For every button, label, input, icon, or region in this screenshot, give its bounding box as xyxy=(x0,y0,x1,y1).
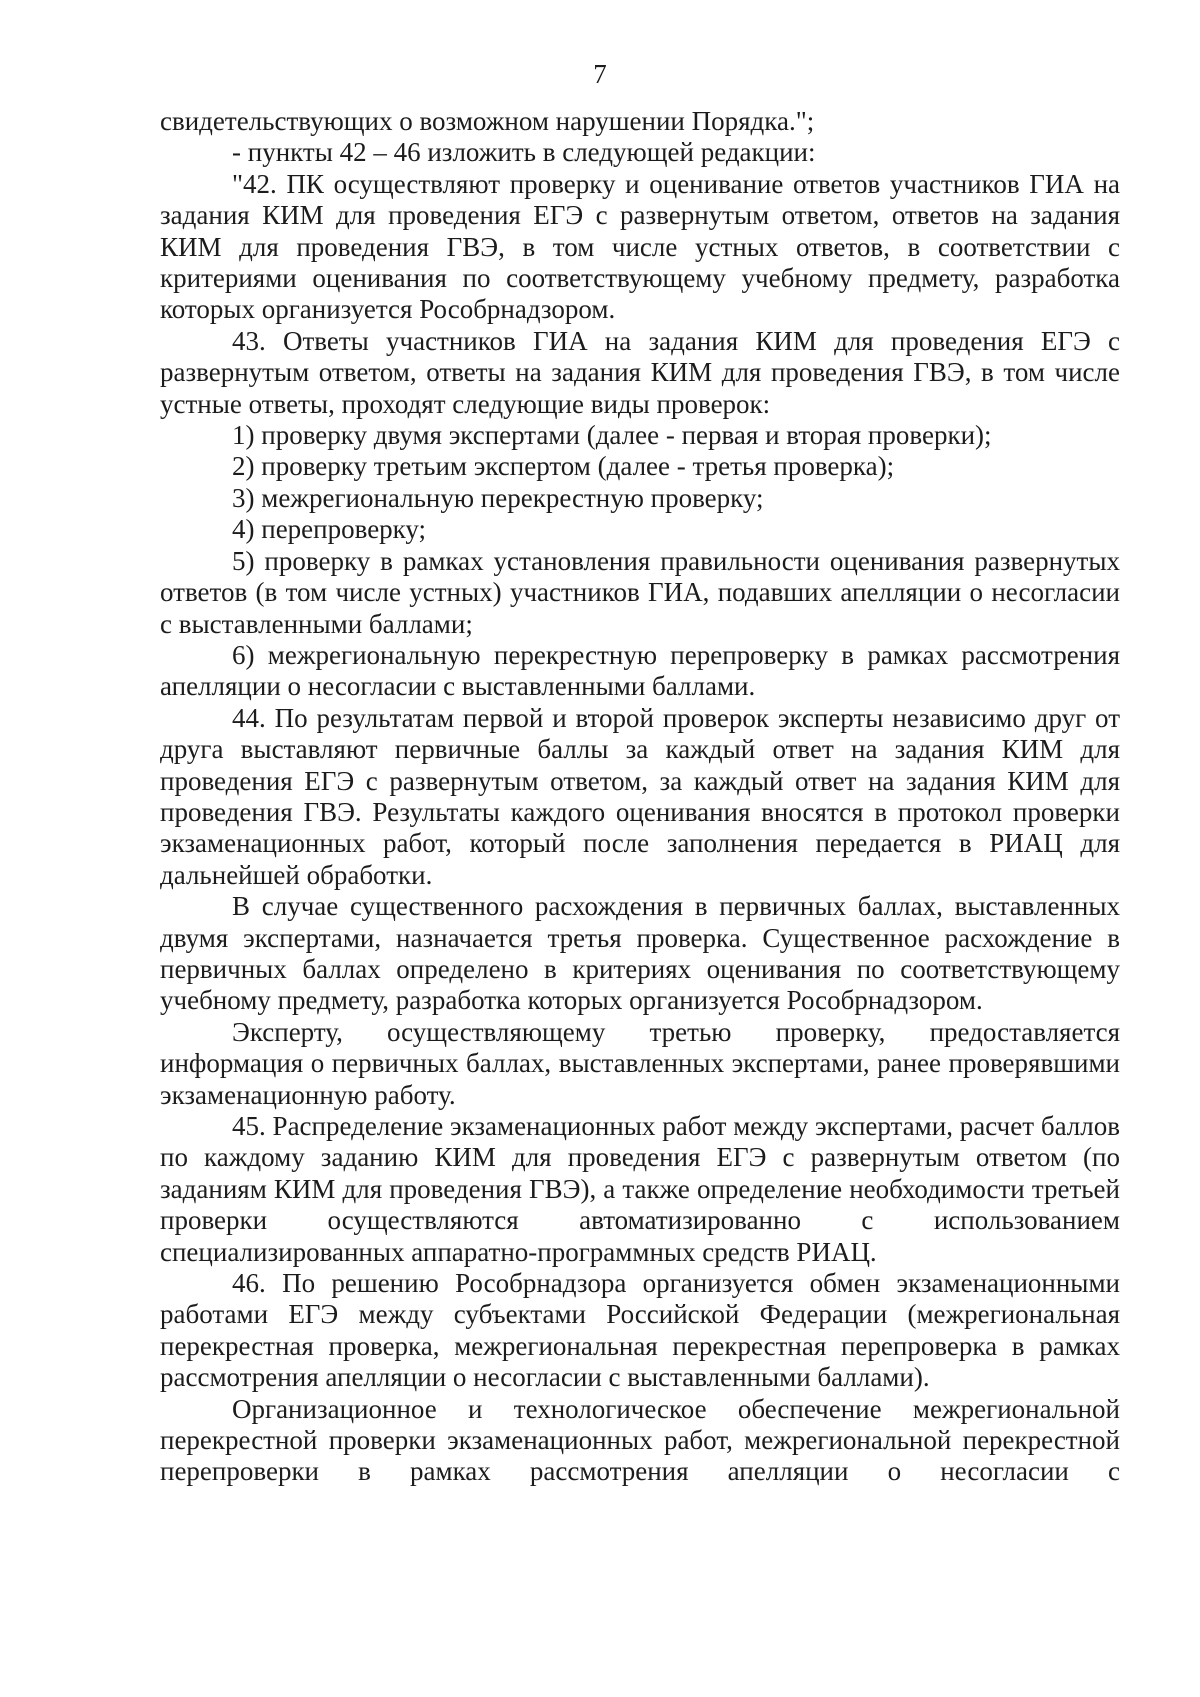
paragraph-third-check: В случае существенного расхождения в первичных баллах, выставленных двумя экспертами, назначается третья проверка. Существенное расхождение в первичных баллах определено в критериях оценивания по соответствующему учебному предмету, разработка которых организуется Рособрнадзором. xyxy=(160,891,1120,1016)
list-item-1: 1) проверку двумя экспертами (далее - первая и вторая проверки); xyxy=(232,420,992,451)
list-item-3: 3) межрегиональную перекрестную проверку; xyxy=(232,482,764,513)
list-item-4: 4) перепроверку; xyxy=(232,514,427,545)
paragraph-item-44: 44. По результатам первой и второй проверок эксперты независимо друг от друга выставляют первичные баллы за каждый ответ на задания КИМ для проведения ЕГЭ с развернутым ответом, за каждый ответ на задания КИМ для проведения ГВЭ. Результаты каждого оценивания вносятся в протокол проверки экзаменационных работ, который после заполнения передается в РИАЦ для дальнейшей обработки. xyxy=(160,702,1120,890)
paragraph-continuation: свидетельствующих о возможном нарушении Порядка."; xyxy=(160,106,815,136)
paragraph-item-42: "42. ПК осуществляют проверку и оценивание ответов участников ГИА на задания КИМ для проведения ЕГЭ с развернутым ответом, ответов на задания КИМ для проведения ГВЭ, в том числе устных ответов, в соответствии с критериями оценивания по соответствующему учебному предмету, разработка которых организуется Рособрнадзором. xyxy=(160,168,1120,325)
list-item-6: 6) межрегиональную перекрестную перепроверку в рамках рассмотрения апелляции о несогласии с выставленными баллами. xyxy=(160,639,1120,702)
paragraph-item-46: 46. По решению Рособрнадзора организуется обмен экзаменационными работами ЕГЭ между субъектами Российской Федерации (межрегиональная перекрестная проверка, межрегиональная перекрестная перепроверка в рамках рассмотрения апелляции о несогласии с выставленными баллами). xyxy=(160,1268,1120,1393)
page-number: 7 xyxy=(593,59,607,89)
paragraph-item-43: 43. Ответы участников ГИА на задания КИМ для проведения ЕГЭ с развернутым ответом, ответы на задания КИМ для проведения ГВЭ, в том числе устные ответы, проходят следующие виды проверок: xyxy=(160,325,1120,419)
list-item-2: 2) проверку третьим экспертом (далее - третья проверка); xyxy=(232,451,895,482)
list-item-5: 5) проверку в рамках установления правильности оценивания развернутых ответов (в том числе устных) участников ГИА, подавших апелляции о несогласии с выставленными баллами; xyxy=(160,545,1120,639)
paragraph-item-45: 45. Распределение экзаменационных работ между экспертами, расчет баллов по каждому заданию КИМ для проведения ЕГЭ с развернутым ответом (по заданиям КИМ для проведения ГВЭ), а также определение необходимости третьей проверки осуществляются автоматизированно с использованием специализированных аппаратно-программных средств РИАЦ. xyxy=(160,1111,1120,1267)
paragraph-organizational-support: Организационное и технологическое обеспечение межрегиональной перекрестной проверки экзаменационных работ, межрегиональной перекрестной перепроверки в рамках рассмотрения апелляции о несогласии с xyxy=(160,1393,1120,1487)
paragraph-amendment-intro: - пункты 42 – 46 изложить в следующей редакции: xyxy=(232,137,816,168)
document-body xyxy=(160,106,1120,1488)
paragraph-expert-info: Эксперту, осуществляющему третью проверку, предоставляется информация о первичных баллах, выставленных экспертами, ранее проверявшими экзаменационную работу. xyxy=(160,1016,1120,1110)
